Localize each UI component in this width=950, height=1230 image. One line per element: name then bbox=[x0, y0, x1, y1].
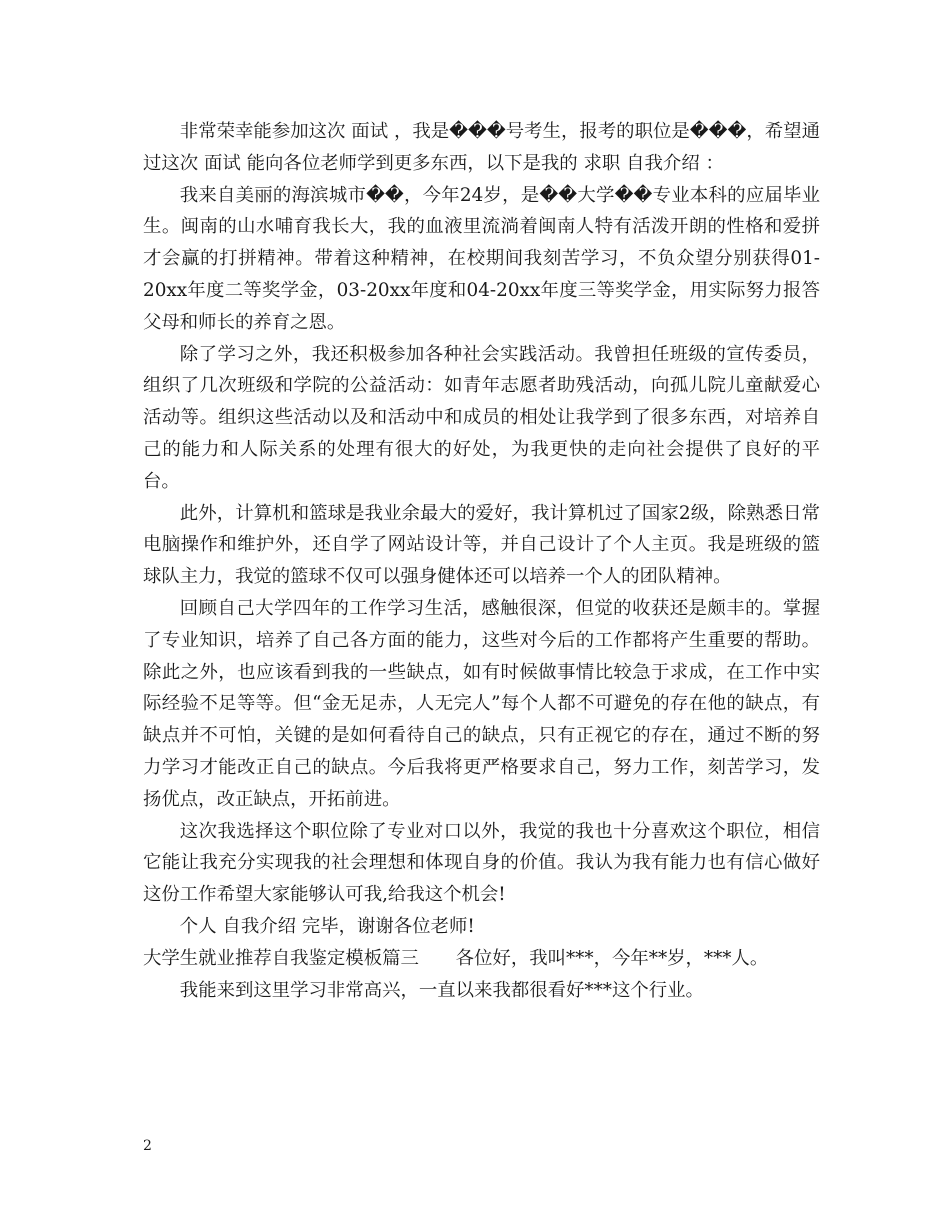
paragraph-hobbies: 此外，计算机和篮球是我业余最大的爱好，我计算机过了国家2级，除熟悉日常电脑操作和维护外，还自学了网站设计等，并自己设计了个人主页。我是班级的篮球队主力，我觉的篮球不仅可以强身健体还可以培养一个人的团队精神。 bbox=[143, 502, 820, 588]
paragraph-intro: 非常荣幸能参加这次 面试 ，我是���号考生，报考的职位是���，希望通过这次 面试 能向各位老师学到更多东西，以下是我的 求职 自我介绍 ： bbox=[143, 121, 820, 174]
section-heading-line: 大学生就业推荐自我鉴定模板篇三 各位好，我叫***，今年**岁，***人。 bbox=[143, 947, 769, 969]
paragraph-motivation: 这次我选择这个职位除了专业对口以外，我觉的我也十分喜欢这个职位，相信它能让我充分实现我的社会理想和体现自身的价值。我认为我有能力也有信心做好这份工作希望大家能够认可我,给我这个机会! bbox=[143, 820, 820, 906]
paragraph-activities: 除了学习之外，我还积极参加各种社会实践活动。我曾担任班级的宣传委员，组织了几次班级和学院的公益活动：如青年志愿者助残活动，向孤儿院儿童献爱心活动等。组织这些活动以及和活动中和成员的相处让我学到了很多东西，对培养自己的能力和人际关系的处理有很大的好处，为我更快的走向社会提供了良好的平台。 bbox=[143, 343, 820, 492]
body-text bbox=[143, 116, 820, 1006]
paragraph-background: 我来自美丽的海滨城市��，今年24岁，是��大学��专业本科的应届毕业生。闽南的山水哺育我长大，我的血液里流淌着闽南人特有活泼开朗的性格和爱拼才会赢的打拼精神。带着这种精神，在校期间我刻苦学习，不负众望分别获得01-20xx年度二等奖学金，03-20xx年度和04-20xx年度三等奖学金，用实际努力报答父母和师长的养育之恩。 bbox=[143, 184, 820, 333]
paragraph-review: 回顾自己大学四年的工作学习生活，感触很深，但觉的收获还是颇丰的。掌握了专业知识，培养了自己各方面的能力，这些对今后的工作都将产生重要的帮助。除此之外，也应该看到我的一些缺点，如有时候做事情比较急于求成，在工作中实际经验不足等等。但“金无足赤，人无完人”每个人都不可避免的存在他的缺点，有缺点并不可怕，关键的是如何看待自己的缺点，只有正视它的存在，通过不断的努力学习才能改正自己的缺点。今后我将更严格要求自己，努力工作，刻苦学习，发扬优点，改正缺点，开拓前进。 bbox=[143, 597, 820, 810]
paragraph-closing: 个人 自我介绍 完毕，谢谢各位老师! bbox=[179, 915, 475, 937]
page-number: 2 bbox=[143, 1138, 152, 1154]
paragraph-final: 我能来到这里学习非常高兴，一直以来我都很看好***这个行业。 bbox=[179, 979, 704, 1001]
